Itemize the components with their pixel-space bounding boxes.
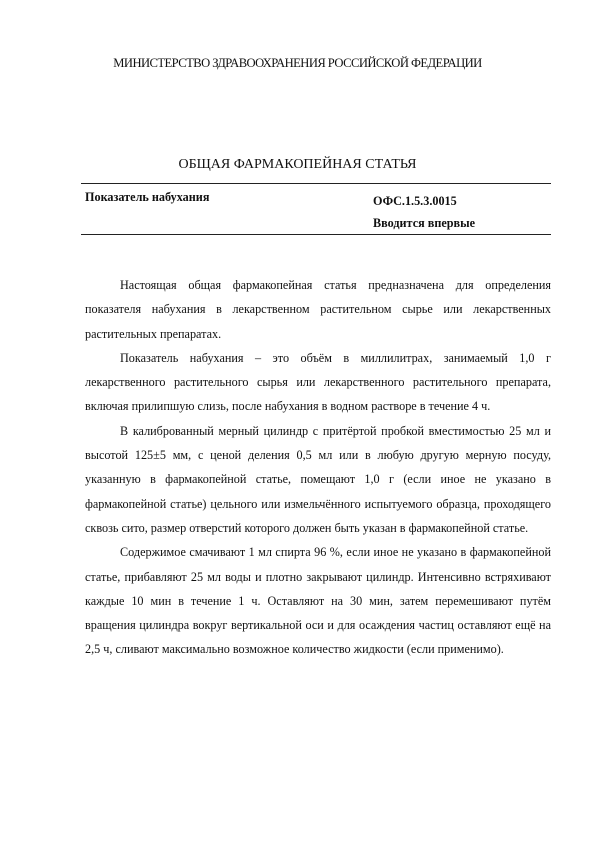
article-code: ОФС.1.5.3.0015	[373, 194, 457, 208]
article-status: Вводится впервые	[373, 216, 476, 230]
top-divider	[81, 183, 551, 184]
paragraph: Показатель набухания – это объём в миллилитрах, занимаемый 1,0 г лекарственного растительного сырья или лекарственного растительного препарата, включая прилипшую слизь, после набухания в водном растворе в течение 4 ч.	[85, 350, 551, 414]
article-body	[85, 273, 551, 662]
article-meta	[373, 190, 475, 234]
ministry-header: МИНИСТЕРСТВО ЗДРАВООХРАНЕНИЯ РОССИЙСКОЙ ФЕДЕРАЦИИ	[113, 56, 482, 70]
bottom-divider	[81, 234, 551, 235]
article-name: Показатель набухания	[85, 190, 210, 204]
document-title: ОБЩАЯ ФАРМАКОПЕЙНАЯ СТАТЬЯ	[178, 157, 417, 172]
paragraph: В калиброванный мерный цилиндр с притёртой пробкой вместимостью 25 мл и высотой 125±5 мм, с ценой деления 0,5 мл или в любую другую мерную посуду, указанную в фармакопейной статье, помещают 1,0 г (если иное не указано в фармакопейной статье) цельного или измельчённого испытуемого образца, проходящего сквозь сито, размер отверстий которого должен быть указан в фармакопейной статье.	[85, 423, 551, 535]
paragraph: Содержимое смачивают 1 мл спирта 96 %, если иное не указано в фармакопейной статье, прибавляют 25 мл воды и плотно закрывают цилиндр. Интенсивно встряхивают каждые 10 мин в течение 1 ч. Оставляют на 30 мин, затем перемешивают путём вращения цилиндра вокруг вертикальной оси и для осаждения частиц оставляют ещё на 2,5 ч, сливают максимально возможное количество жидкости (если применимо).	[85, 545, 551, 657]
paragraph: Настоящая общая фармакопейная статья предназначена для определения показателя набухания в лекарственном растительном сырье или лекарственных растительных препаратах.	[85, 278, 551, 341]
